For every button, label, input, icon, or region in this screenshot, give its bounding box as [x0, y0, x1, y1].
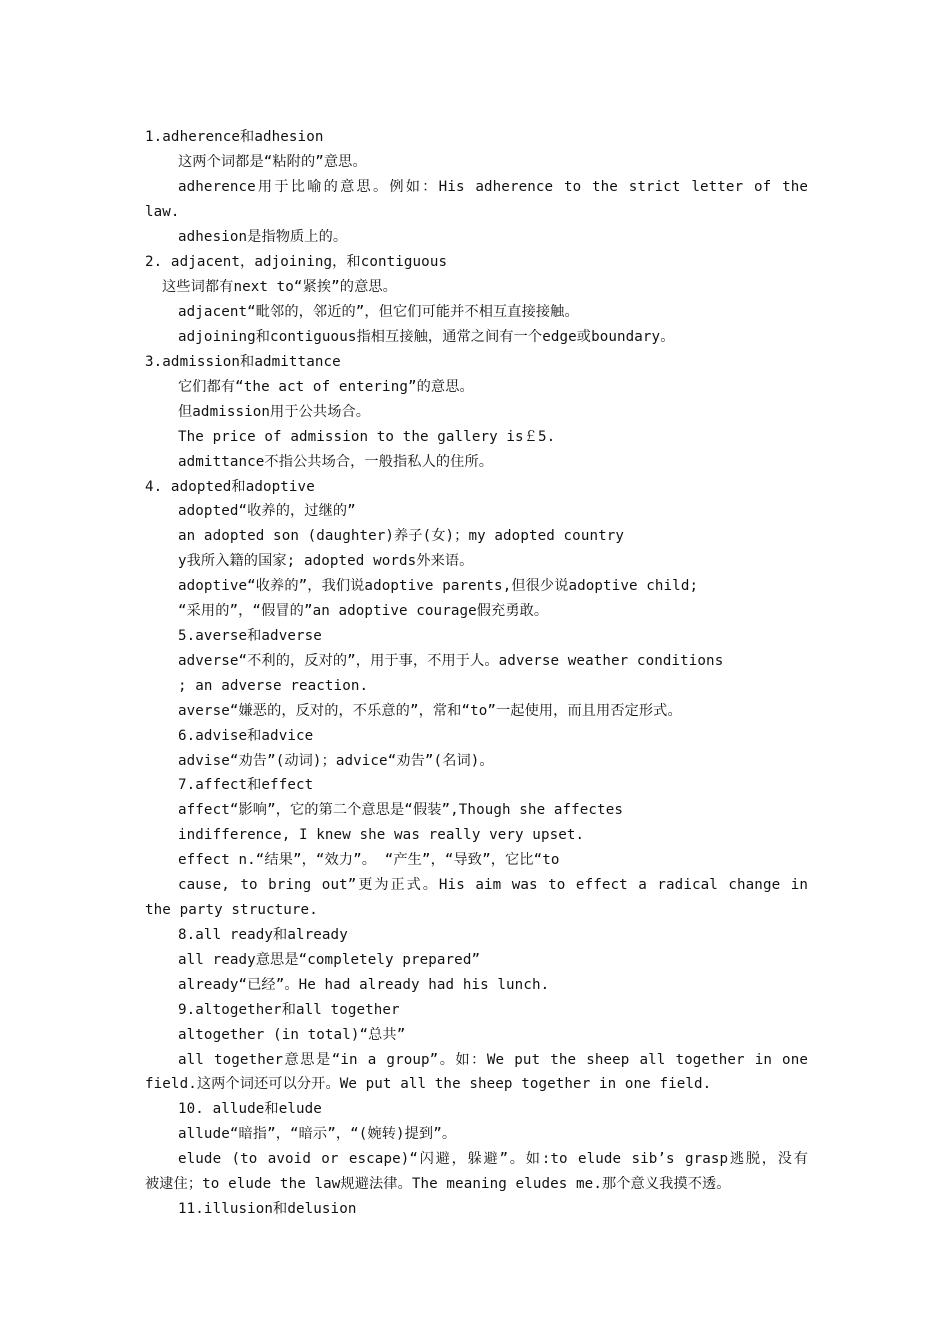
text-line: adjoining和contiguous指相互接触，通常之间有一个edge或boundary。	[178, 329, 675, 345]
text-line: effect n.“结果”，“效力”。 “产生”，“导致”，它比“to	[178, 852, 560, 868]
text-line: affect“影响”，它的第二个意思是“假装”,Though she affectes	[178, 802, 623, 818]
text-line: admittance不指公共场合，一般指私人的住所。	[178, 454, 494, 470]
heading-1: 1.adherence和adhesion	[145, 129, 324, 145]
text-line: advise“劝告”(动词)；advice“劝告”(名词)。	[178, 753, 494, 769]
heading-10: 10. allude和elude	[178, 1101, 322, 1117]
text-line: already“已经”。He had already had his lunch.	[178, 977, 550, 993]
heading-6: 6.advise和advice	[178, 728, 314, 744]
text-line: 它们都有“the act of entering”的意思。	[178, 379, 474, 395]
text-line: ; an adverse reaction.	[178, 678, 369, 694]
text-line: adoptive“收养的”，我们说adoptive parents,但很少说adoptive child;	[178, 578, 699, 594]
heading-8: 8.all ready和already	[178, 927, 348, 943]
text-line: 这些词都有next to“紧挨”的意思。	[162, 279, 397, 295]
heading-9: 9.altogether和all together	[178, 1002, 400, 1018]
heading-3: 3.admission和admittance	[145, 354, 341, 370]
text-line: adopted“收养的，过继的”	[178, 503, 356, 519]
text-line: y我所入籍的国家; adopted words外来语。	[178, 553, 474, 569]
text-line: 这两个词都是“粘附的”意思。	[178, 154, 367, 170]
text-line: indifference, I knew she was really very upset.	[178, 827, 585, 843]
text-line: all ready意思是“completely prepared”	[178, 952, 481, 968]
text-line: altogether (in total)“总共”	[178, 1027, 406, 1043]
heading-2: 2. adjacent，adjoining，和contiguous	[145, 254, 448, 270]
text-line: field.这两个词还可以分开。We put all the sheep together in one field.	[145, 1076, 712, 1092]
text-line: cause, to bring out”更为正式。His aim was to effect a radical change in	[178, 877, 808, 893]
text-line: allude“暗指”，“暗示”，“(婉转)提到”。	[178, 1126, 457, 1142]
text-line: averse“嫌恶的，反对的，不乐意的”，常和“to”一起使用，而且用否定形式。	[178, 703, 682, 719]
text-line: 但admission用于公共场合。	[178, 404, 371, 420]
text-line: adhesion是指物质上的。	[178, 229, 348, 245]
text-line: 被逮住；to elude the law规避法律。The meaning eludes me.那个意义我摸不透。	[145, 1176, 731, 1192]
heading-5: 5.averse和adverse	[178, 628, 322, 644]
text-line: law.	[145, 204, 180, 220]
text-line: all together意思是“in a group”。如：We put the sheep all together in one	[178, 1052, 808, 1068]
heading-7: 7.affect和effect	[178, 777, 314, 793]
text-line: The price of admission to the gallery is￡5.	[178, 429, 556, 445]
heading-11: 11.illusion和delusion	[178, 1201, 357, 1217]
text-line: adjacent“毗邻的，邻近的”，但它们可能并不相互直接接触。	[178, 304, 579, 320]
text-line: adherence用于比喻的意思。例如：His adherence to the strict letter of the	[178, 179, 808, 195]
heading-4: 4. adopted和adoptive	[145, 479, 315, 495]
text-line: the party structure.	[145, 902, 318, 918]
text-line: adverse“不利的，反对的”，用于事，不用于人。adverse weather conditions	[178, 653, 724, 669]
text-line: “采用的”，“假冒的”an adoptive courage假充勇敢。	[178, 603, 549, 619]
text-line: an adopted son (daughter)养子(女)；my adopted country	[178, 528, 625, 544]
text-line: elude (to avoid or escape)“闪避，躲避”。如:to elude sib’s grasp逃脱，没有	[178, 1151, 808, 1167]
